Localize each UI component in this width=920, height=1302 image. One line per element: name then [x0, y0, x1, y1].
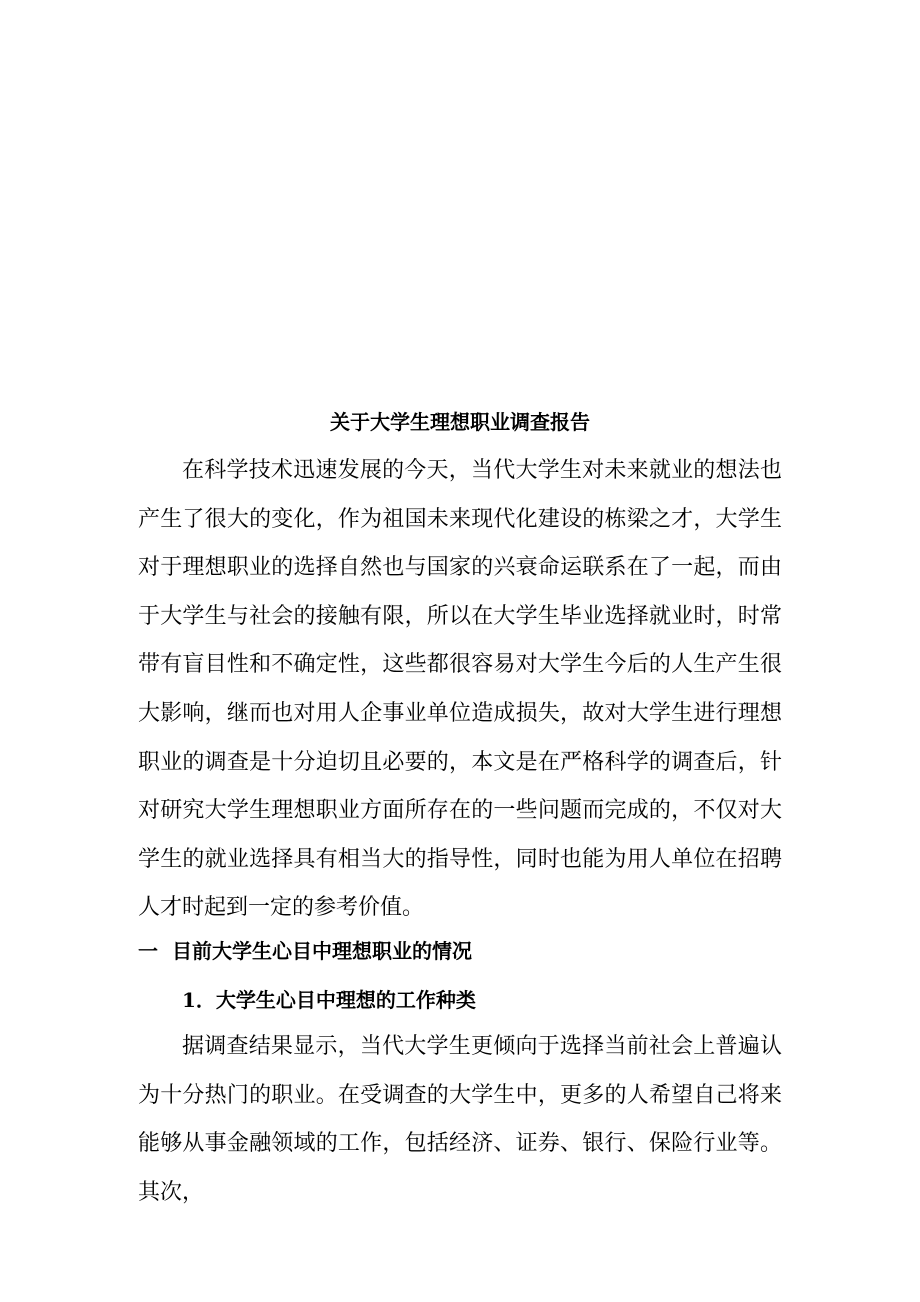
intro-paragraph: 在科学技术迅速发展的今天，当代大学生对未来就业的想法也产生了很大的变化，作为祖国未来现代化建设的栋梁之才，大学生对于理想职业的选择自然也与国家的兴衰命运联系在了一起，而由于大学生与社会的接触有限，所以在大学生毕业选择就业时，时常带有盲目性和不确定性，这些都很容易对大学生今后的人生产生很大影响，继而也对用人企事业单位造成损失，故对大学生进行理想职业的调查是十分迫切且必要的，本文是在严格科学的调查后，针对研究大学生理想职业方面所存在的一些问题而完成的，不仅对大学生的就业选择具有相当大的指导性，同时也能为用人单位在招聘人才时起到一定的参考价值。 [138, 458, 782, 921]
subsection-heading [182, 984, 476, 1016]
section-number: 一 [138, 939, 158, 963]
section-paragraph: 据调查结果显示，当代大学生更倾向于选择当前社会上普遍认为十分热门的职业。在受调查的大学生中，更多的人希望自己将来能够从事金融领域的工作，包括经济、证券、银行、保险行业等。其次， [138, 1034, 782, 1205]
subsection-title: 大学生心目中理想的工作种类 [215, 988, 476, 1012]
document-title: 关于大学生理想职业调查报告 [330, 410, 590, 434]
section-title: 目前大学生心目中理想职业的情况 [172, 939, 472, 963]
subsection-number: 1． [182, 988, 216, 1012]
section-heading [138, 935, 472, 967]
